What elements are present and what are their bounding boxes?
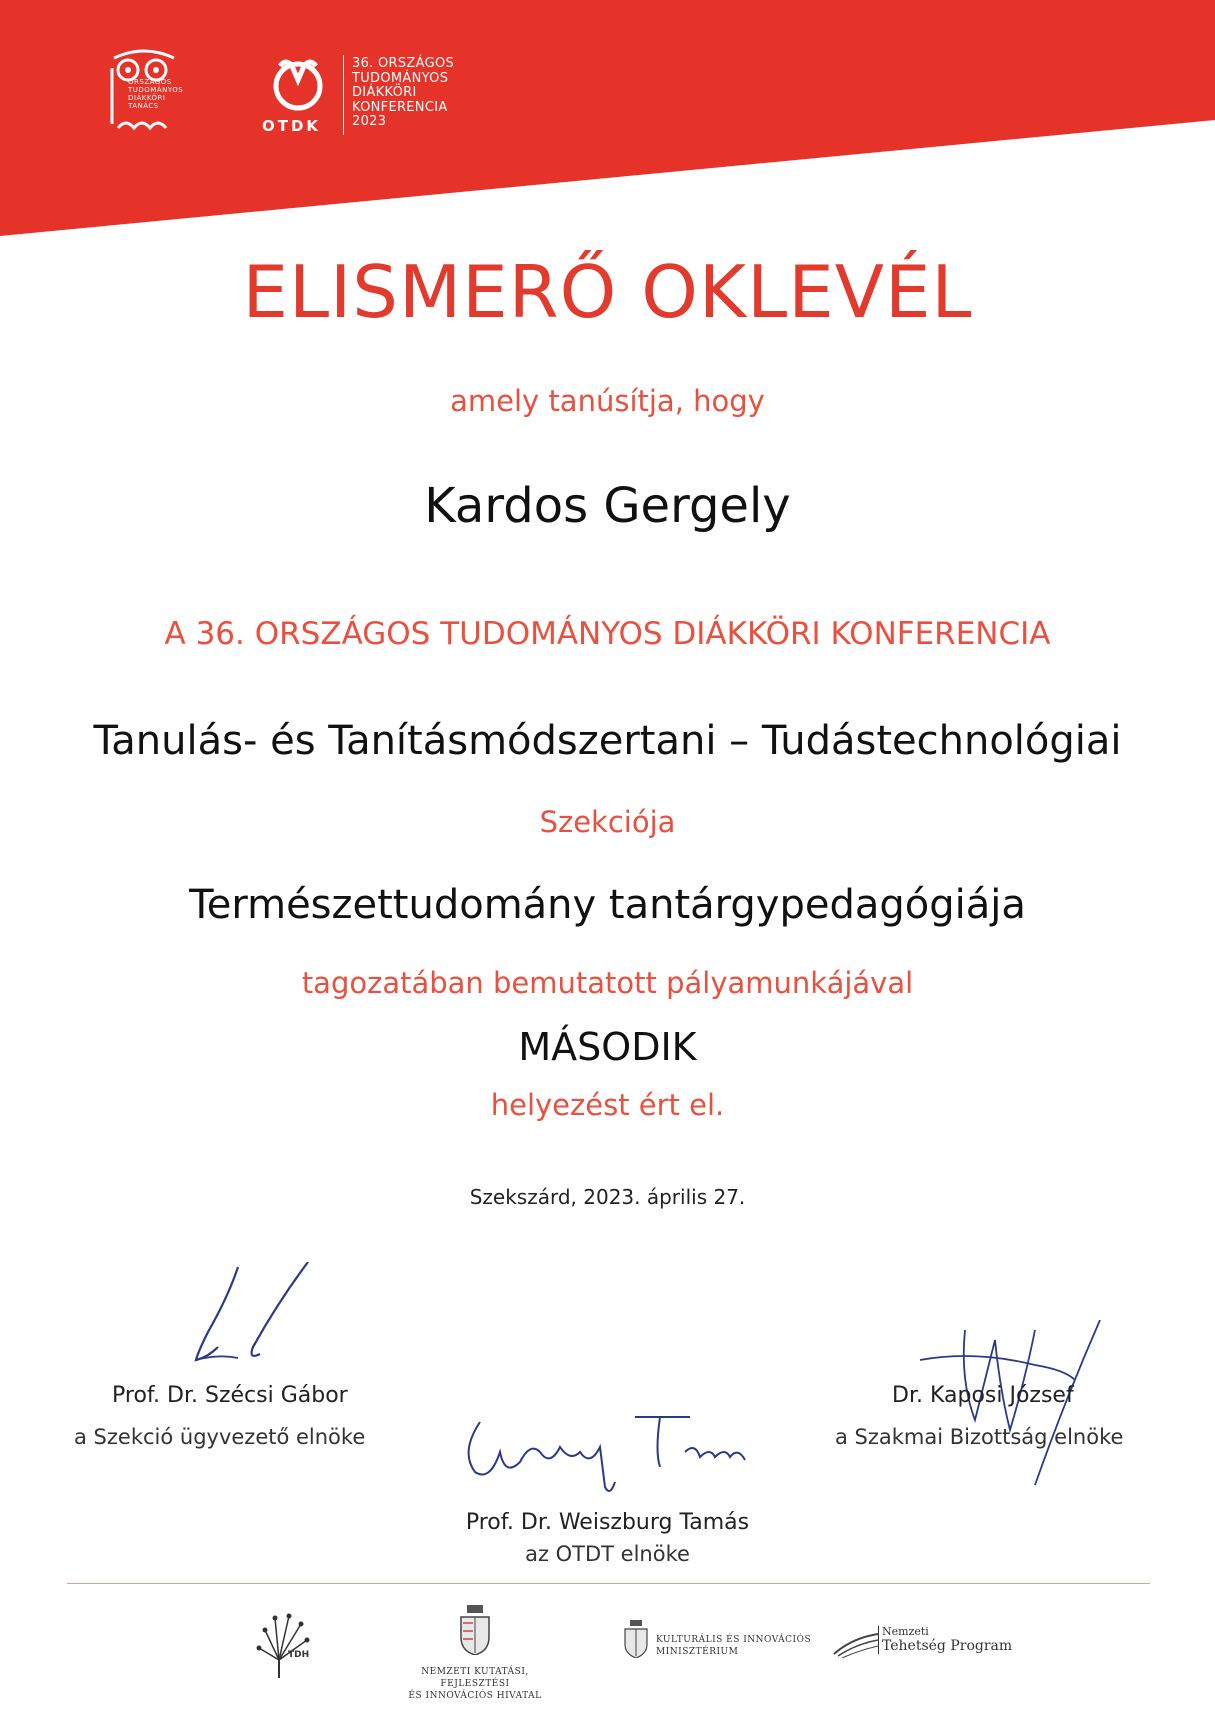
otdk-label: OTDK (262, 117, 322, 135)
hungarian-coat-of-arms-icon (455, 1605, 495, 1655)
otdk-logo (266, 54, 330, 114)
section-suffix: Szekciója (539, 805, 676, 839)
ntp-label: Nemzeti Tehetség Program (878, 1626, 1012, 1654)
division-suffix: tagozatában bemutatott pályamunkájával (301, 966, 914, 1000)
otdt-logo-text: ORSZÁGOS TUDOMÁNYOS DIÁKKÖRI TANÁCS (128, 78, 184, 110)
division-name: Természettudomány tantárgypedagógiája (189, 882, 1026, 928)
conference-header-text: 36. ORSZÁGOS TUDOMÁNYOS DIÁKKÖRI KONFERENCIA 2023 (352, 56, 455, 129)
intro-text: amely tanúsítja, hogy (450, 384, 765, 418)
kim-label: KULTURÁLIS ÉS INNOVÁCIÓS MINISZTÉRIUM (656, 1635, 812, 1657)
kim-coat-of-arms-icon (622, 1620, 650, 1658)
placement-suffix: helyezést ért el. (490, 1088, 725, 1122)
section-name: Tanulás- és Tanításmódszertani – Tudástechnológiai (93, 718, 1122, 764)
recipient-name: Kardos Gergely (424, 478, 791, 534)
signatory-name-weiszburg: Prof. Dr. Weiszburg Tamás (465, 1510, 750, 1535)
conference-name: A 36. ORSZÁGOS TUDOMÁNYOS DIÁKKÖRI KONFERENCIA (164, 616, 1051, 652)
signatory-name-szecsi: Prof. Dr. Szécsi Gábor (112, 1383, 348, 1408)
signatory-role-kaposi: a Szakmai Bizottság elnöke (835, 1425, 1124, 1449)
signatory-name-kaposi: Dr. Kaposi József (892, 1383, 1074, 1408)
nkfih-label: NEMZETI KUTATÁSI, FEJLESZTÉSI ÉS INNOVÁCIÓS HIVATAL (408, 1667, 542, 1701)
header-divider (343, 55, 344, 135)
signature-szecsi (178, 1262, 328, 1376)
signatory-role-szecsi: a Szekció ügyvezető elnöke (74, 1425, 366, 1449)
signatory-role-weiszburg: az OTDT elnöke (525, 1542, 690, 1566)
signature-weiszburg (460, 1392, 760, 1506)
placement: MÁSODIK (518, 1025, 697, 1069)
ntp-logo-icon (832, 1628, 880, 1658)
tdh-label: TDH (288, 1650, 310, 1660)
date-line: Szekszárd, 2023. április 27. (469, 1185, 746, 1209)
footer-divider (67, 1583, 1150, 1584)
certificate-title: ELISMERŐ OKLEVÉL (242, 250, 973, 334)
tdh-logo (255, 1610, 335, 1680)
